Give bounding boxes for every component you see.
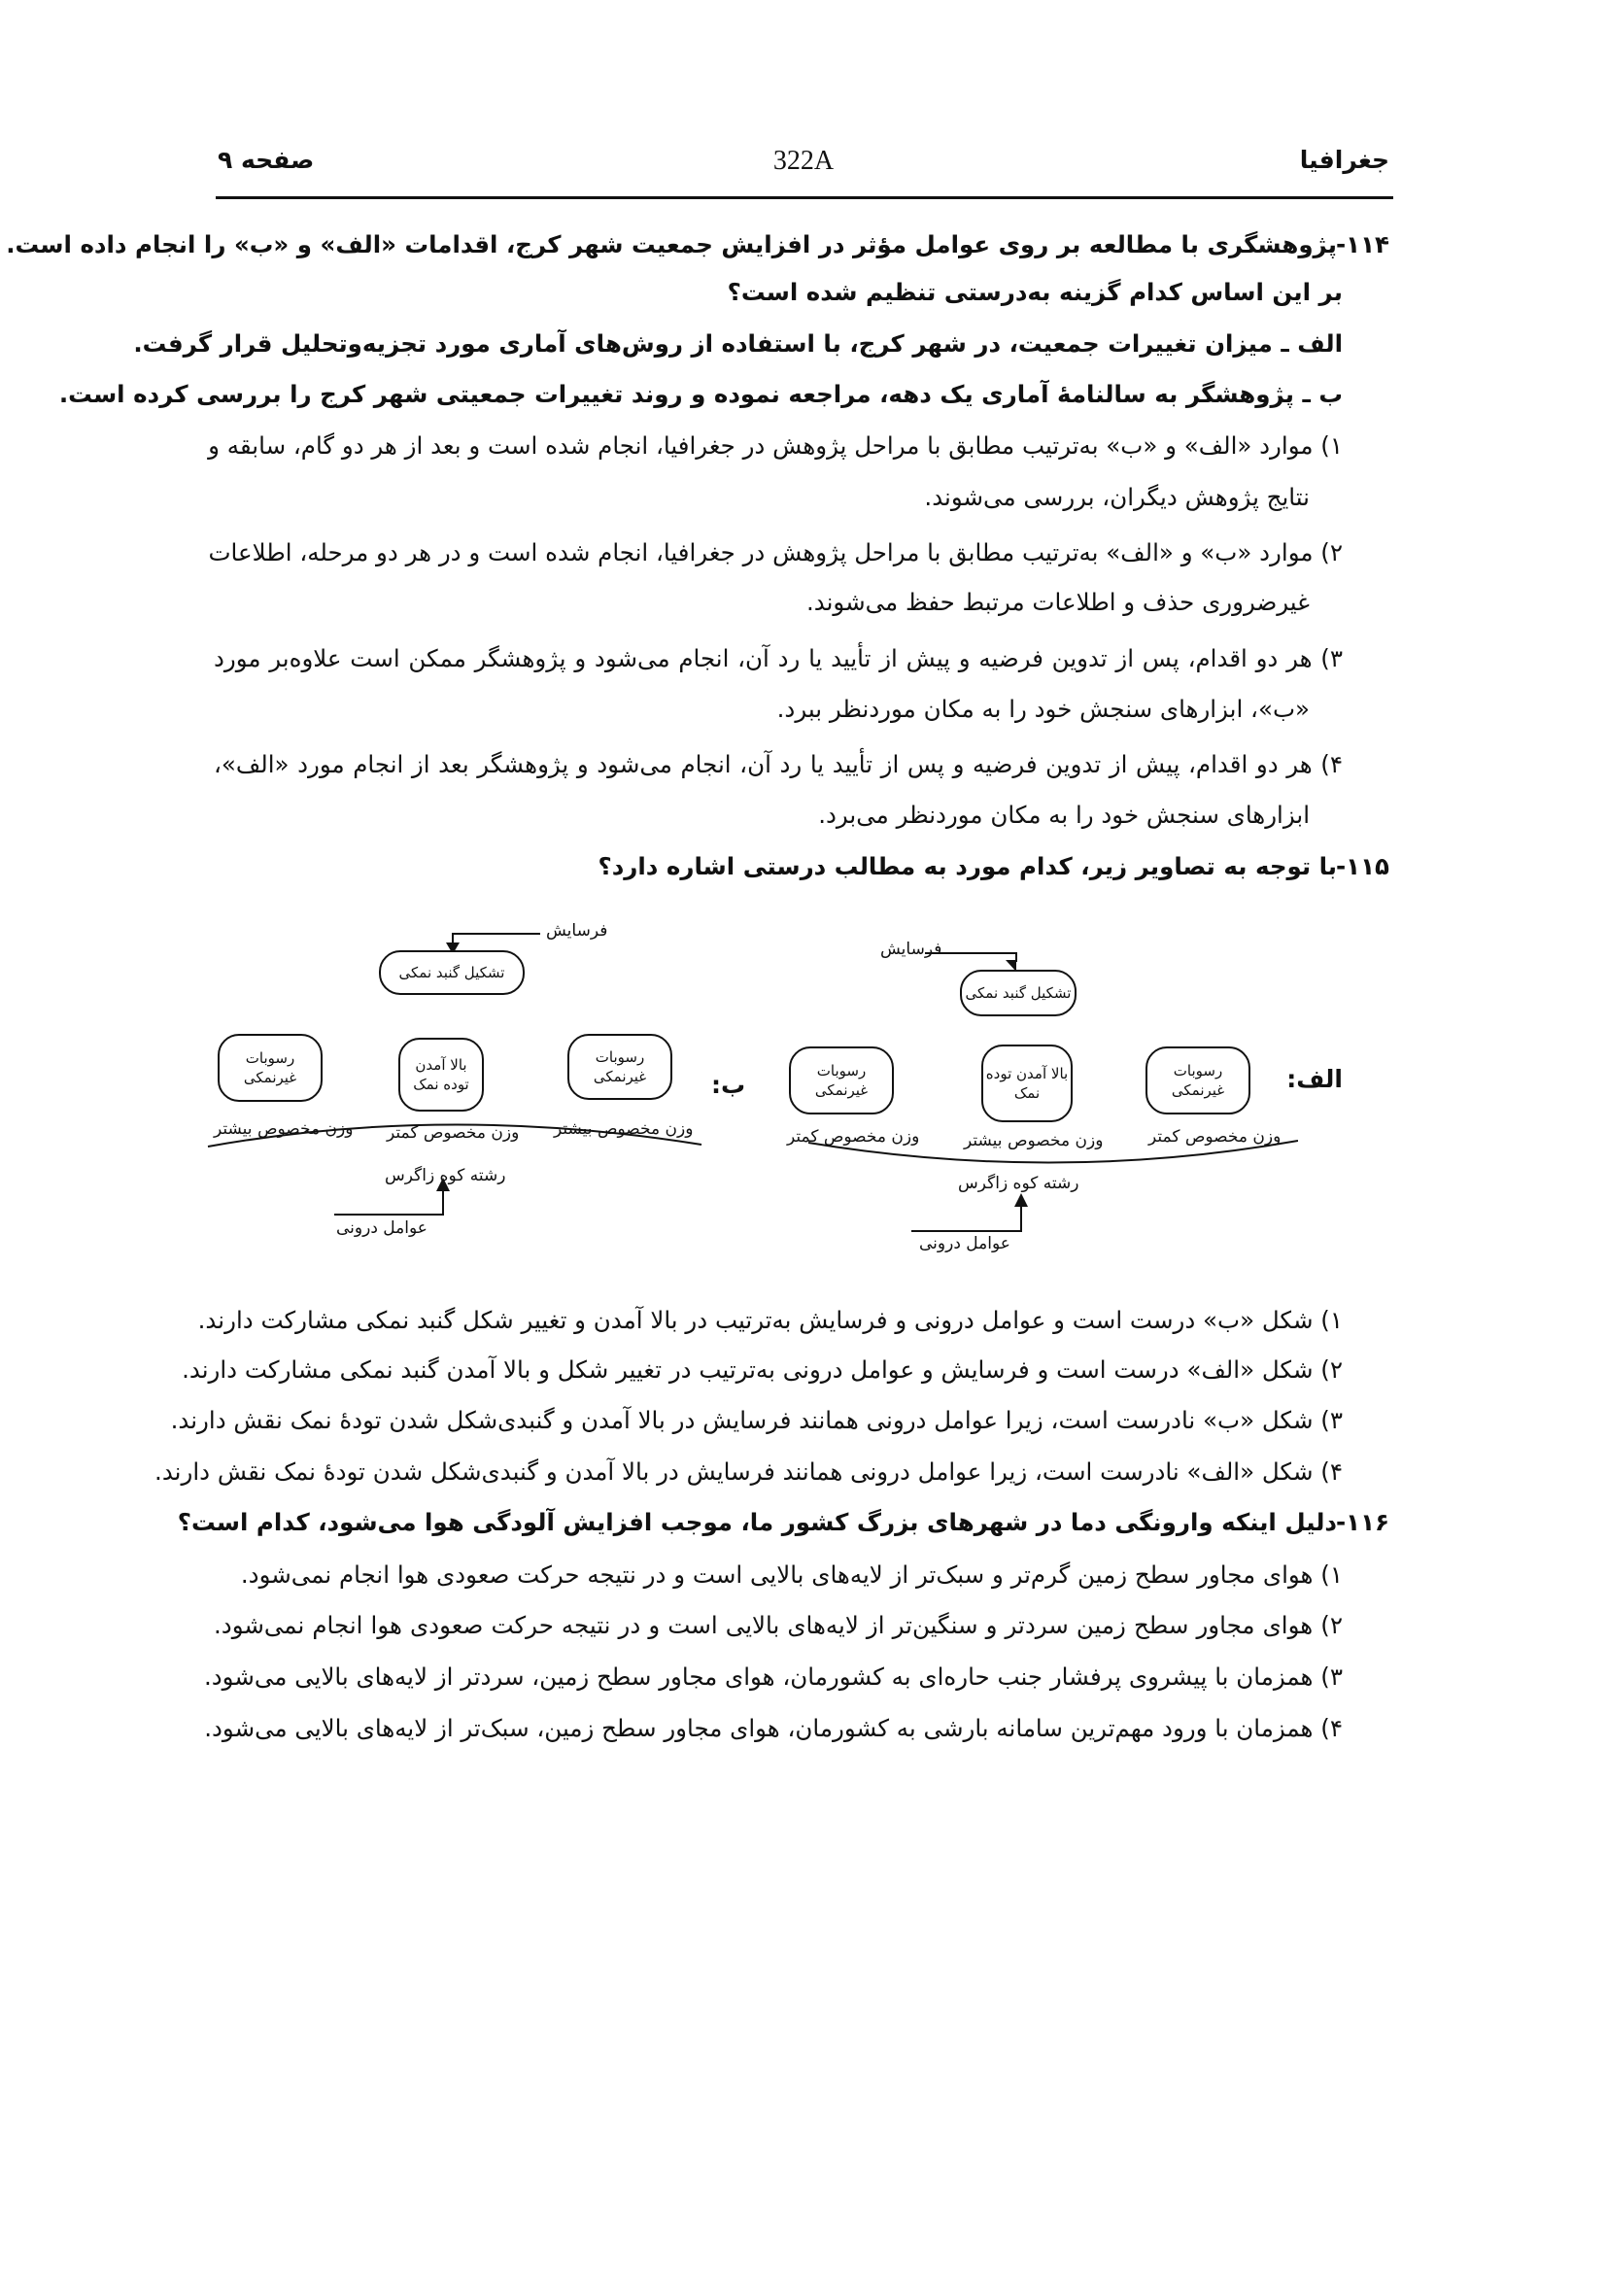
page-number: صفحه ۹ [218, 146, 315, 174]
question-text: با توجه به تصاویر زیر، کدام مورد به مطالب درستی اشاره دارد؟ [598, 852, 1337, 880]
question-116-option-1[interactable]: ۱) هوای مجاور سطح زمین گرم‌تر و سبک‌تر از لایه‌های بالایی است و در نتیجه حرکت صعودی هوا انجام نمی‌شود. [240, 1560, 1343, 1589]
question-116-option-3[interactable]: ۳) همزمان با پیشروی پرفشار جنب حاره‌ای به کشورمان، هوای مجاور سطح زمین، سردتر از لایه‌های بالایی می‌شود. [203, 1662, 1343, 1691]
erosion-label: فرسایش [546, 921, 608, 941]
question-number: ۱۱۵- [1335, 852, 1389, 880]
zagros-label: رشته کوه زاگرس [958, 1174, 1079, 1193]
question-116-option-4[interactable]: ۴) همزمان با ورود مهم‌ترین سامانه بارشی به کشورمان، هوای مجاور سطح زمین، سبک‌تر از لایه‌های بالایی می‌شود. [204, 1714, 1343, 1742]
sediment-box-left: رسوبات غیرنمکی [218, 1034, 323, 1102]
weight-label-left: وزن مخصوص کمتر [787, 1127, 920, 1147]
question-115-option-3[interactable]: ۳) شکل «ب» نادرست است، زیرا عوامل درونی همانند فرسایش در بالا آمدن و گنبدی‌شکل شدن تودهٔ نمک نقش دارند. [170, 1406, 1343, 1434]
question-114-item-be: ب ـ پژوهشگر به سالنامهٔ آماری یک دهه، مراجعه نموده و روند تغییرات جمعیتی شهر کرج را بررسی کرده است. [58, 380, 1343, 408]
question-number: ۱۱۴- [1335, 230, 1389, 258]
question-114-option-4-cont: ابزارهای سنجش خود را به مکان موردنظر می‌برد. [818, 801, 1310, 829]
weight-label-left: وزن مخصوص بیشتر [214, 1119, 354, 1139]
erosion-label: فرسایش [880, 940, 942, 959]
question-114-option-2[interactable]: ۲) موارد «ب» و «الف» به‌ترتیب مطابق با مراحل پژوهش در جغرافیا، انجام شده است و در هر دو مرحله، اطلاعات [208, 538, 1343, 566]
internal-factors-label: عوامل درونی [336, 1218, 427, 1238]
salt-rise-box: بالا آمدن توده نمک [398, 1038, 484, 1112]
question-114-option-3[interactable]: ۳) هر دو اقدام، پس از تدوین فرضیه و پیش از تأیید یا رد آن، انجام می‌شود و پژوهشگر ممکن است علاوه‌بر مورد [214, 644, 1343, 672]
zagros-label: رشته کوه زاگرس [385, 1166, 506, 1185]
sediment-box-left: رسوبات غیرنمکی [789, 1046, 894, 1114]
header-divider [216, 196, 1393, 199]
salt-rise-box: بالا آمدن توده نمک [981, 1045, 1073, 1122]
question-115-option-4[interactable]: ۴) شکل «الف» نادرست است، زیرا عوامل درونی همانند فرسایش در بالا آمدن و گنبدی‌شکل شدن تودهٔ نمک نقش دارند. [154, 1457, 1343, 1486]
question-116-option-2[interactable]: ۲) هوای مجاور سطح زمین سردتر و سنگین‌تر از لایه‌های بالایی است و در نتیجه حرکت صعودی هوا انجام نمی‌شود. [214, 1611, 1343, 1639]
weight-label-center: وزن مخصوص بیشتر [964, 1131, 1104, 1150]
weight-label-center: وزن مخصوص کمتر [387, 1123, 520, 1143]
question-115-option-1[interactable]: ۱) شکل «ب» درست است و عوامل درونی و فرسایش به‌ترتیب در بالا آمدن و تغییر شکل گنبد نمکی مشارکت دارند. [197, 1306, 1343, 1334]
sediment-box-right: رسوبات غیرنمکی [567, 1034, 672, 1100]
question-114-option-4[interactable]: ۴) هر دو اقدام، پیش از تدوین فرضیه و پس از تأیید یا رد آن، انجام می‌شود و پژوهشگر بعد از انجام مورد «الف»، [214, 750, 1343, 778]
question-114-option-3-cont: «ب»، ابزارهای سنجش خود را به مکان موردنظر ببرد. [776, 695, 1310, 723]
salt-dome-box: تشکیل گنبد نمکی [960, 970, 1077, 1016]
weight-label-right: وزن مخصوص بیشتر [554, 1119, 694, 1139]
question-text: پژوهشگری با مطالعه بر روی عوامل مؤثر در افزایش جمعیت شهر کرج، اقدامات «الف» و «ب» را انجام داده است. [6, 230, 1337, 258]
question-114-option-1-cont: نتایج پژوهش دیگران، بررسی می‌شوند. [924, 483, 1310, 511]
diagram-alef-tag: الف: [1286, 1065, 1343, 1093]
question-114-item-alef: الف ـ میزان تغییرات جمعیت، در شهر کرج، با استفاده از روش‌های آماری مورد تجزیه‌وتحلیل قرار گرفت. [133, 329, 1343, 358]
diagram-be-tag: ب: [711, 1071, 746, 1099]
question-number: ۱۱۶- [1335, 1508, 1389, 1536]
weight-label-right: وزن مخصوص کمتر [1148, 1127, 1282, 1147]
question-114-option-2-cont: غیرضروری حذف و اطلاعات مرتبط حفظ می‌شوند. [805, 588, 1310, 616]
question-114-stem-line: بر این اساس کدام گزینه به‌درستی تنظیم شده است؟ [727, 278, 1343, 306]
question-115-option-2[interactable]: ۲) شکل «الف» درست است و فرسایش و عوامل درونی به‌ترتیب در تغییر شکل و بالا آمدن گنبد نمکی مشارکت دارند. [182, 1355, 1343, 1384]
question-text: دلیل اینکه وارونگی دما در شهرهای بزرگ کشور ما، موجب افزایش آلودگی هوا می‌شود، کدام است؟ [177, 1508, 1337, 1536]
diagram-alef [783, 923, 1298, 1273]
question-114-option-1[interactable]: ۱) موارد «الف» و «ب» به‌ترتیب مطابق با مراحل پژوهش در جغرافیا، انجام شده است و بعد از هر دو گام، سابقه و [208, 431, 1343, 460]
booklet-code: 322A [772, 146, 835, 176]
salt-dome-box: تشکیل گنبد نمکی [379, 950, 525, 995]
subject-title: جغرافیا [1299, 146, 1389, 174]
sediment-box-right: رسوبات غیرنمکی [1145, 1046, 1250, 1114]
internal-factors-label: عوامل درونی [919, 1234, 1010, 1253]
diagram-be [204, 919, 719, 1269]
